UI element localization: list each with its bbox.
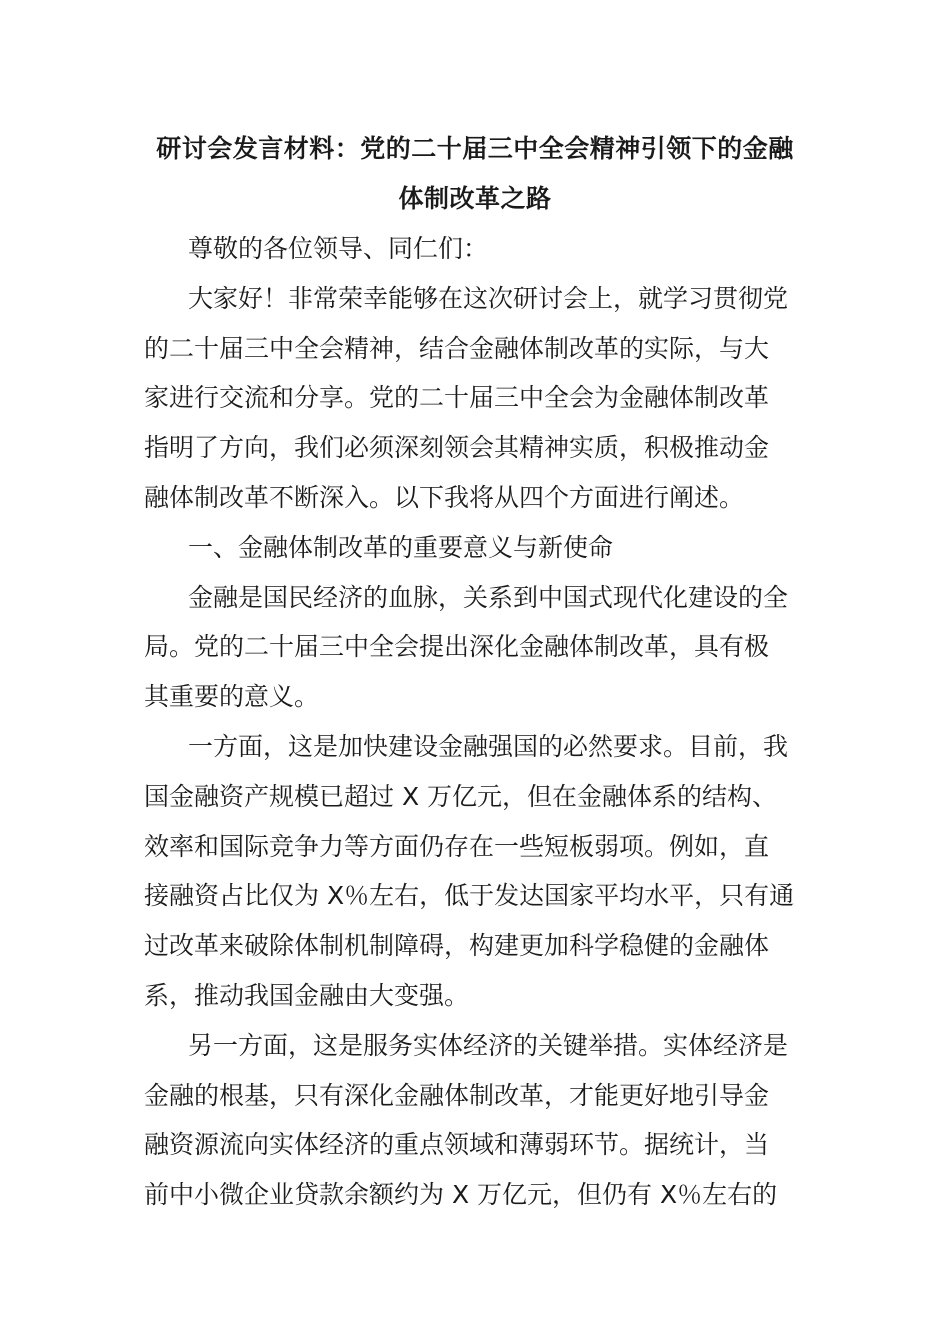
paragraph-line: 过改革来破除体制机制障碍，构建更加科学稳健的金融体 (144, 931, 770, 961)
title-line-2: 体制改革之路 (398, 184, 552, 213)
paragraph-line: 局。党的二十届三中全会提出深化金融体制改革，具有极 (144, 632, 770, 662)
document-title (142, 124, 808, 224)
paragraph-line: 效率和国际竞争力等方面仍存在一些短板弱项。例如，直 (144, 831, 770, 861)
paragraph-line: 金融的根基，只有深化金融体制改革，才能更好地引导金 (144, 1080, 770, 1110)
paragraph-line: 其重要的意义。 (144, 682, 320, 712)
salutation: 尊敬的各位领导、同仁们： (188, 234, 489, 263)
paragraph-line: 指明了方向，我们必须深刻领会其精神实质，积极推动金 (144, 433, 770, 463)
title-line-1: 研讨会发言材料：党的二十届三中全会精神引领下的金融 (156, 134, 794, 163)
paragraph-line: 的二十届三中全会精神，结合金融体制改革的实际，与大 (144, 333, 770, 363)
section-heading: 一、金融体制改革的重要意义与新使命 (188, 532, 614, 562)
paragraph-line: 系，推动我国金融由大变强。 (144, 980, 470, 1010)
paragraph-line: 金融是国民经济的血脉，关系到中国式现代化建设的全 (188, 582, 789, 612)
paragraph-line: 融体制改革不断深入。以下我将从四个方面进行阐述。 (144, 482, 745, 512)
paragraph-line: 另一方面，这是服务实体经济的关键举措。实体经济是 (188, 1030, 789, 1060)
paragraph-line: 家进行交流和分享。党的二十届三中全会为金融体制改革 (144, 383, 770, 413)
paragraph-line: 融资源流向实体经济的重点领域和薄弱环节。据统计，当 (144, 1130, 770, 1160)
paragraph-line: 大家好！非常荣幸能够在这次研讨会上，就学习贯彻党 (188, 283, 789, 313)
paragraph-line: 一方面，这是加快建设金融强国的必然要求。目前，我 (188, 731, 789, 761)
document-body (144, 224, 810, 1220)
paragraph-line: 前中小微企业贷款余额约为 X 万亿元，但仍有 X％左右的 (144, 1180, 778, 1210)
paragraph-line: 国金融资产规模已超过 X 万亿元，但在金融体系的结构、 (144, 781, 778, 811)
paragraph-line: 接融资占比仅为 X％左右，低于发达国家平均水平，只有通 (144, 881, 795, 911)
